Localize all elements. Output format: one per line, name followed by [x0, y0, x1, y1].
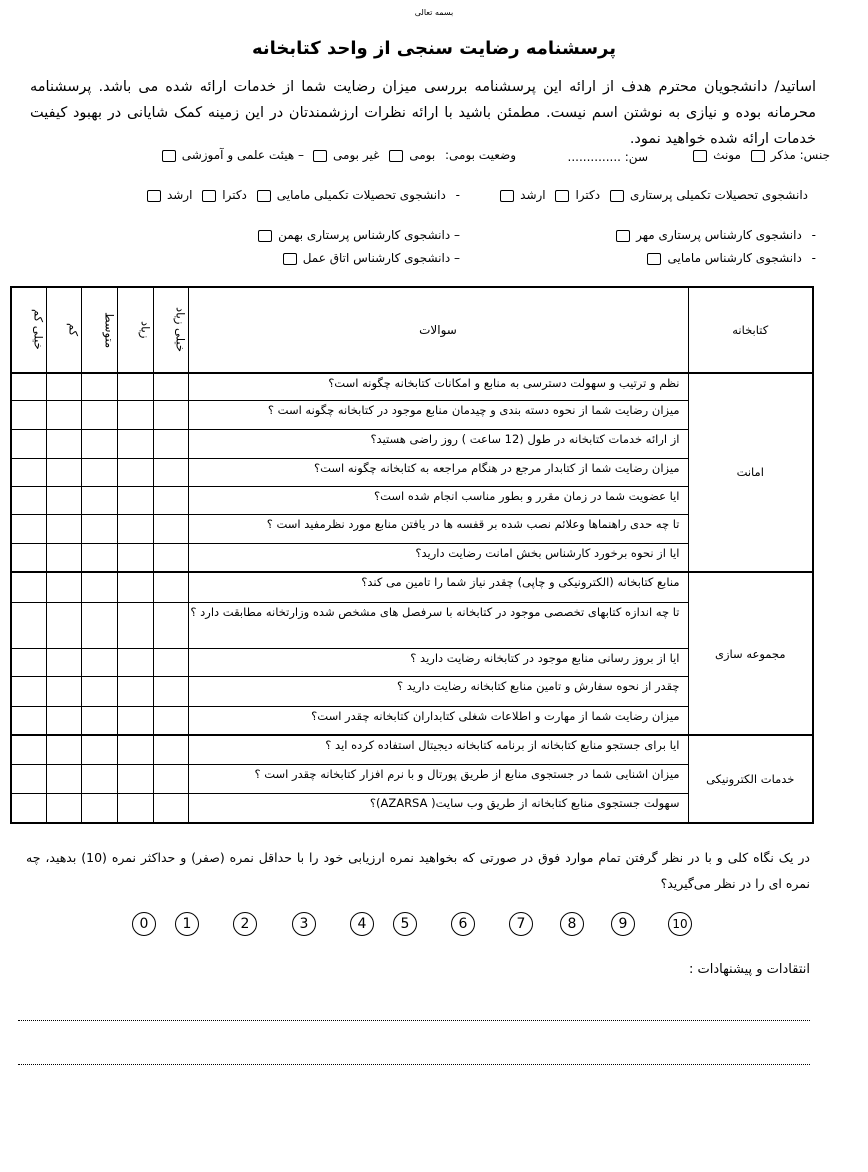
question-text: میزان رضایت شما از مهارت و اطلاعات شغلی کتابداران کتابخانه چقدر است؟ — [188, 706, 688, 735]
phd-label: دکترا — [222, 188, 247, 202]
rating-cell[interactable] — [117, 373, 153, 401]
table-header — [11, 287, 813, 373]
category-cell: مجموعه سازی — [688, 572, 813, 735]
nursing-bahman-checkbox[interactable] — [258, 230, 272, 242]
rating-cell[interactable] — [153, 429, 188, 458]
rating-cell[interactable] — [81, 735, 117, 764]
score-option-3[interactable]: 3 — [292, 912, 316, 936]
rating-cell[interactable] — [153, 649, 188, 677]
rating-cell[interactable] — [81, 544, 117, 572]
score-option-10[interactable]: 10 — [668, 912, 692, 936]
rating-cell[interactable] — [81, 794, 117, 823]
score-option-7[interactable]: 7 — [509, 912, 533, 936]
rating-cell[interactable] — [153, 794, 188, 823]
rating-cell[interactable] — [153, 401, 188, 429]
female-label: مونث — [713, 148, 741, 162]
rating-cell[interactable] — [81, 458, 117, 486]
rating-cell[interactable] — [46, 735, 81, 764]
native-checkbox[interactable] — [389, 150, 403, 162]
survey-table — [10, 286, 814, 824]
rating-cell[interactable] — [81, 373, 117, 401]
rating-cell[interactable] — [153, 486, 188, 514]
nursing-mehr-checkbox[interactable] — [616, 230, 630, 242]
question-text: میزان رضایت شما از کتابدار مرجع در هنگام مراجعه به کتابخانه چگونه است؟ — [188, 458, 688, 486]
rating-cell[interactable] — [81, 677, 117, 706]
male-checkbox[interactable] — [751, 150, 765, 162]
rating-cell[interactable] — [153, 515, 188, 544]
status-label: وضعیت بومی: — [444, 148, 516, 162]
question-text: میزان رضایت شما از نحوه دسته بندی و چیدمان منابع موجود در کتابخانه چگونه است ؟ — [188, 401, 688, 429]
final-question: در یک نگاه کلی و با در نظر گرفتن تمام موارد فوق در صورتی که بخواهید نمره ارزیابی خود را با حداقل نمره (صفر) و حداکثر نمره (10) بدهید، چه نمره ای را در نظر می‌گیرید؟ — [26, 850, 810, 891]
score-option-8[interactable]: 8 — [560, 912, 584, 936]
gender-label: جنس: مذکر — [770, 148, 830, 162]
rating-cell[interactable] — [46, 572, 81, 602]
nursing-grad-group — [494, 188, 808, 202]
scale-high: زیاد — [117, 287, 153, 373]
question-text: ایا از نحوه برخورد کارشناس بخش امانت رضایت دارید؟ — [188, 544, 688, 572]
rating-cell[interactable] — [46, 458, 81, 486]
midwifery-grad-checkbox[interactable] — [257, 190, 271, 202]
rating-cell[interactable] — [117, 544, 153, 572]
rating-cell[interactable] — [153, 677, 188, 706]
faculty-checkbox[interactable] — [162, 150, 176, 162]
rating-cell[interactable] — [153, 458, 188, 486]
score-option-6[interactable]: 6 — [451, 912, 475, 936]
rating-cell[interactable] — [11, 764, 46, 793]
msc-label: ارشد — [166, 188, 193, 202]
rating-cell[interactable] — [46, 706, 81, 735]
basmala: بسمه تعالی — [414, 8, 454, 17]
rating-cell[interactable] — [153, 373, 188, 401]
phd-label: دکترا — [575, 188, 601, 202]
rating-cell[interactable] — [46, 373, 81, 401]
rating-cell[interactable] — [81, 515, 117, 544]
table-row — [11, 572, 813, 602]
rating-cell[interactable] — [117, 706, 153, 735]
question-text: ایا از بروز رسانی منابع موجود در کتابخانه رضایت دارید ؟ — [188, 649, 688, 677]
rating-cell[interactable] — [153, 544, 188, 572]
nursing-mehr-label: دانشجوی کارشناس پرستاری مهر — [636, 228, 802, 242]
suggestions-line-1[interactable] — [18, 1020, 810, 1021]
question-text: تا چه حدی راهنماها وعلائم نصب شده بر قفسه ها در یافتن منابع مورد نظرمفید است ؟ — [188, 515, 688, 544]
table-row — [11, 735, 813, 764]
nursing-grad-checkbox[interactable] — [610, 190, 624, 202]
status-group — [307, 148, 516, 162]
rating-cell[interactable] — [153, 764, 188, 793]
midwifery-grad-group — [141, 188, 460, 202]
midwifery-phd-checkbox[interactable] — [202, 190, 216, 202]
question-text: ایا عضویت شما در زمان مقرر و بطور مناسب انجام شده است؟ — [188, 486, 688, 514]
rating-cell[interactable] — [117, 515, 153, 544]
rating-cell[interactable] — [46, 649, 81, 677]
score-option-5[interactable]: 5 — [393, 912, 417, 936]
question-text: از ارائه خدمات کتابخانه در طول (12 ساعت ) روز راضی هستید؟ — [188, 429, 688, 458]
msc-label: ارشد — [520, 188, 546, 202]
question-text: چقدر از نحوه سفارش و تامین منابع کتابخانه رضایت دارید ؟ — [188, 677, 688, 706]
rating-cell[interactable] — [117, 486, 153, 514]
rating-cell[interactable] — [46, 677, 81, 706]
dash: - — [455, 188, 460, 202]
or-bsc-checkbox[interactable] — [283, 253, 297, 265]
rating-cell[interactable] — [117, 602, 153, 648]
score-option-4[interactable]: 4 — [350, 912, 374, 936]
nursing-bahman-label: – دانشجوی کارشناس پرستاری بهمن — [278, 228, 460, 242]
midwifery-grad-label: دانشجوی تحصیلات تکمیلی مامایی — [276, 188, 446, 202]
rating-cell[interactable] — [81, 429, 117, 458]
question-text: میزان اشنایی شما در جستجوی منابع از طریق پورتال و با نرم افزار کتابخانه چقدر است ؟ — [188, 764, 688, 793]
or-bsc-group — [277, 251, 460, 265]
rating-cell[interactable] — [117, 572, 153, 602]
nursing-bahman-group — [252, 228, 460, 242]
rating-cell[interactable] — [46, 515, 81, 544]
suggestions-label: انتقادات و پیشنهادات : — [688, 962, 810, 977]
rating-cell[interactable] — [81, 401, 117, 429]
intro-text: اساتید/ دانشجویان محترم هدف از ارائه این پرسشنامه بررسی میزان رضایت شما از خدمات ارائه شده می باشد. پرسشنامه محرمانه بوده و نیازی به نوشتن اسم نیست. مطمئن باشید با ارائه نظرات ارزشمندتان در این زمینه کمک شایانی در بهبود کیفیت خدمات ارائه شده خواهید نمود. — [30, 79, 816, 147]
rating-cell[interactable] — [11, 602, 46, 648]
rating-cell[interactable] — [11, 458, 46, 486]
rating-cell[interactable] — [117, 458, 153, 486]
rating-cell[interactable] — [11, 706, 46, 735]
question-text: منابع کتابخانه (الکترونیکی و چاپی) چقدر نیاز شما را تامین می کند؟ — [188, 572, 688, 602]
score-option-9[interactable]: 9 — [611, 912, 635, 936]
dash: - — [811, 228, 816, 242]
rating-cell[interactable] — [11, 486, 46, 514]
midwifery-bsc-label: دانشجوی کارشناس مامایی — [667, 251, 802, 265]
score-option-1[interactable]: 1 — [175, 912, 199, 936]
question-text: نظم و ترتیب و سهولت دسترسی به منابع و امکانات کتابخانه چگونه است؟ — [188, 373, 688, 401]
rating-cell[interactable] — [117, 794, 153, 823]
page-title: پرسشنامه رضایت سنجی از واحد کتابخانه — [251, 38, 617, 59]
or-bsc-label: – دانشجوی کارشناس اتاق عمل — [302, 251, 460, 265]
nursing-phd-checkbox[interactable] — [555, 190, 569, 202]
rating-cell[interactable] — [153, 706, 188, 735]
native-label: بومی — [409, 148, 436, 162]
rating-cell[interactable] — [153, 572, 188, 602]
category-header: کتابخانه — [688, 287, 813, 373]
rating-cell[interactable] — [117, 429, 153, 458]
rating-cell[interactable] — [11, 794, 46, 823]
nursing-grad-label: دانشجوی تحصیلات تکمیلی پرستاری — [629, 188, 808, 202]
female-checkbox[interactable] — [693, 150, 707, 162]
category-cell: خدمات الکترونیکی — [688, 735, 813, 823]
rating-cell[interactable] — [117, 735, 153, 764]
rating-cell[interactable] — [117, 649, 153, 677]
rating-cell[interactable] — [153, 735, 188, 764]
rating-cell[interactable] — [11, 677, 46, 706]
rating-cell[interactable] — [11, 649, 46, 677]
rating-cell[interactable] — [81, 572, 117, 602]
faculty-group — [156, 148, 304, 162]
age-field[interactable]: سن: .............. — [567, 150, 648, 164]
non-native-checkbox[interactable] — [313, 150, 327, 162]
rating-cell[interactable] — [11, 429, 46, 458]
rating-cell[interactable] — [11, 401, 46, 429]
suggestions-line-2[interactable] — [18, 1064, 810, 1065]
nursing-msc-checkbox[interactable] — [500, 190, 514, 202]
question-text: تا چه اندازه کتابهای تخصصی موجود در کتابخانه با سرفصل های مشخص شده وزارتخانه مطابقت دارد ؟ — [188, 602, 688, 648]
rating-cell[interactable] — [81, 486, 117, 514]
rating-cell[interactable] — [153, 602, 188, 648]
midwifery-msc-checkbox[interactable] — [147, 190, 161, 202]
rating-cell[interactable] — [46, 794, 81, 823]
rating-cell[interactable] — [11, 572, 46, 602]
midwifery-bsc-checkbox[interactable] — [647, 253, 661, 265]
rating-cell[interactable] — [46, 486, 81, 514]
rating-cell[interactable] — [46, 602, 81, 648]
rating-cell[interactable] — [46, 544, 81, 572]
rating-cell[interactable] — [81, 764, 117, 793]
rating-cell[interactable] — [81, 706, 117, 735]
non-native-label: غیر بومی — [333, 148, 380, 162]
rating-cell[interactable] — [11, 735, 46, 764]
score-option-2[interactable]: 2 — [233, 912, 257, 936]
rating-cell[interactable] — [11, 544, 46, 572]
rating-cell[interactable] — [81, 602, 117, 648]
rating-cell[interactable] — [81, 649, 117, 677]
rating-cell[interactable] — [11, 373, 46, 401]
question-text: سهولت جستجوی منابع کتابخانه از طریق وب سایت( AZARSA)؟ — [188, 794, 688, 823]
scale-very-high: خیلی زیاد — [153, 287, 188, 373]
rating-cell[interactable] — [46, 401, 81, 429]
rating-cell[interactable] — [117, 764, 153, 793]
gender-group — [687, 148, 830, 162]
rating-cell[interactable] — [117, 677, 153, 706]
rating-cell[interactable] — [11, 515, 46, 544]
dash: - — [811, 251, 816, 265]
question-text: ایا برای جستجو منابع کتابخانه از برنامه کتابخانه دیجیتال استفاده کرده اید ؟ — [188, 735, 688, 764]
scale-medium: متوسط — [81, 287, 117, 373]
questions-header: سوالات — [188, 287, 688, 373]
midwifery-bsc-group — [641, 251, 816, 265]
table-row — [11, 373, 813, 401]
rating-cell[interactable] — [46, 764, 81, 793]
faculty-label: – هیئت علمی و آموزشی — [181, 148, 304, 162]
score-option-0[interactable]: 0 — [132, 912, 156, 936]
nursing-mehr-group — [610, 228, 816, 242]
category-cell: امانت — [688, 373, 813, 572]
rating-cell[interactable] — [46, 429, 81, 458]
rating-cell[interactable] — [117, 401, 153, 429]
scale-very-low: خیلی کم — [11, 287, 46, 373]
scale-low: کم — [46, 287, 81, 373]
